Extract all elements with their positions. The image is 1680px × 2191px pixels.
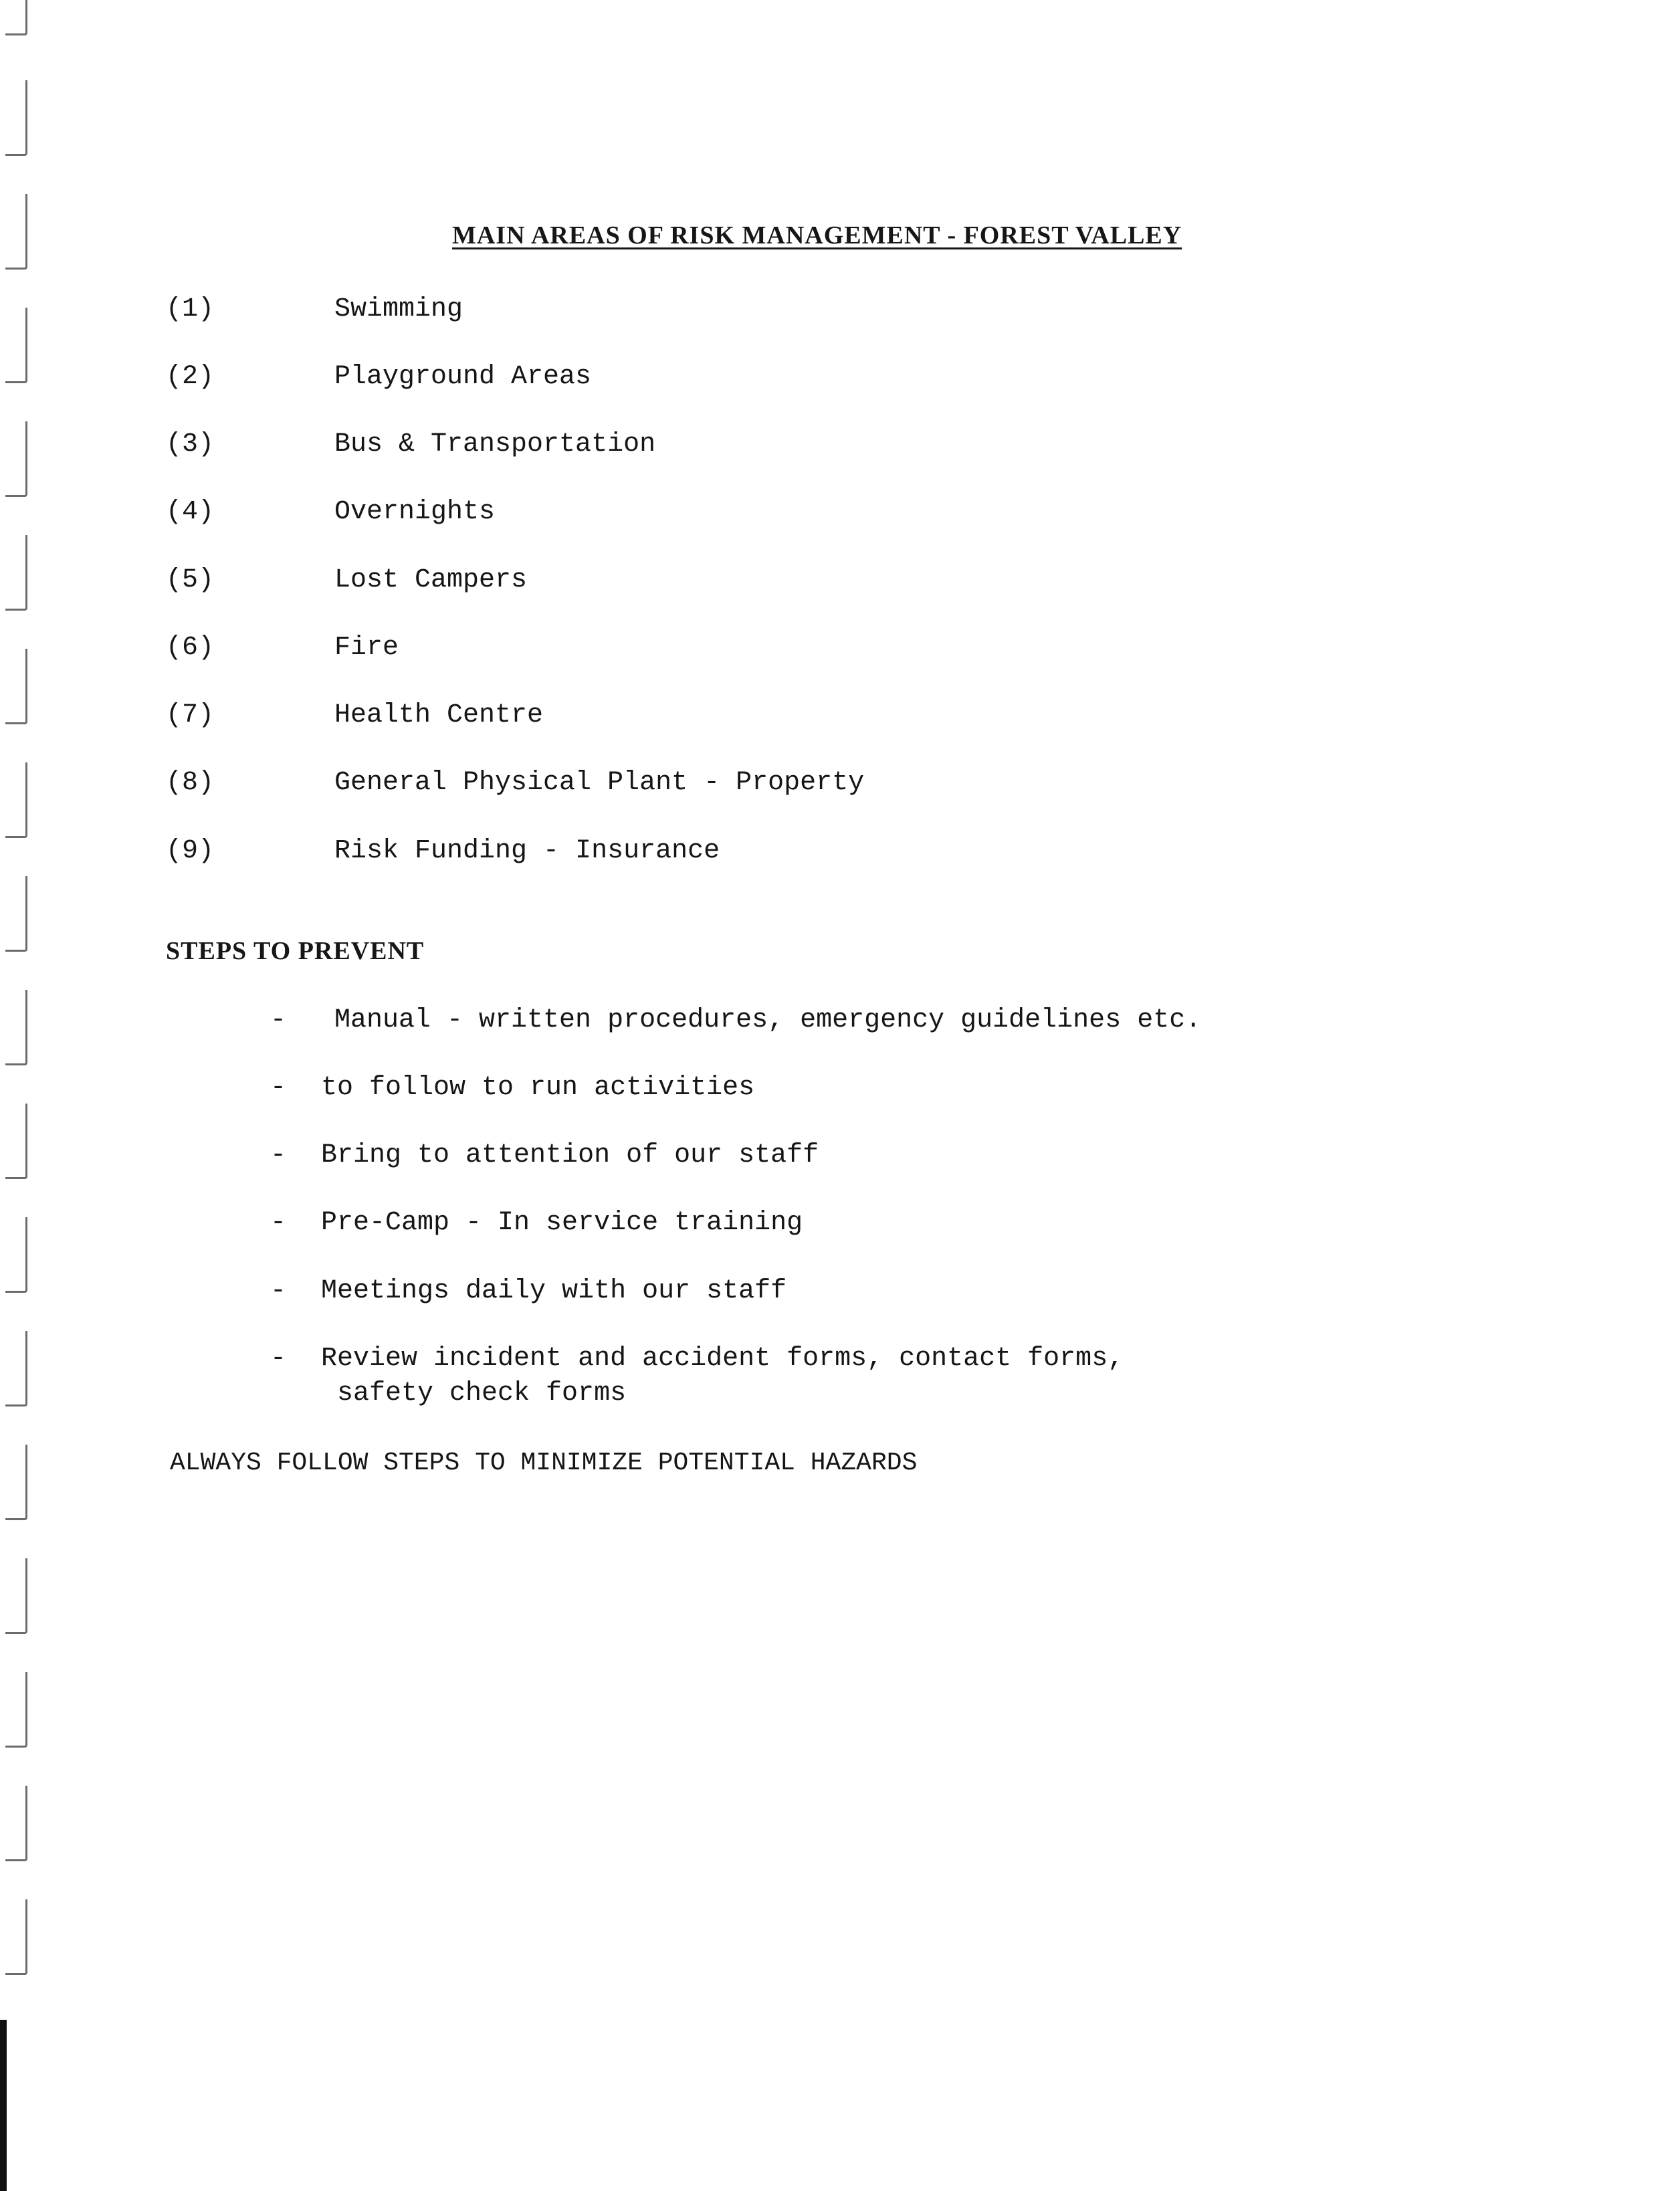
list-label: Lost Campers: [334, 565, 528, 595]
step-text-continuation: safety check forms: [337, 1378, 627, 1408]
binder-hole: [5, 1331, 27, 1406]
binder-hole: [5, 990, 27, 1065]
binder-hole: [5, 1217, 27, 1293]
list-label: General Physical Plant - Property: [334, 768, 865, 798]
step-text: to follow to run activities: [321, 1073, 755, 1103]
binder-hole: [5, 1672, 27, 1748]
binder-hole: [5, 1786, 27, 1861]
bullet-dash: -: [270, 1140, 287, 1170]
list-label: Swimming: [334, 294, 463, 324]
list-number: (6): [166, 633, 215, 663]
step-text: Meetings daily with our staff: [321, 1276, 787, 1306]
page-title: MAIN AREAS OF RISK MANAGEMENT - FOREST VALLEY: [452, 221, 1182, 249]
bullet-dash: -: [270, 1073, 287, 1103]
binder-hole: [5, 1104, 27, 1179]
list-number: (2): [166, 362, 215, 392]
list-number: (5): [166, 565, 215, 595]
section-heading: STEPS TO PREVENT: [166, 937, 425, 965]
binder-hole: [5, 762, 27, 838]
binder-edge: [0, 2020, 7, 2191]
step-text: Manual - written procedures, emergency guidelines etc.: [334, 1005, 1202, 1035]
binder-hole: [5, 1445, 27, 1520]
list-label: Fire: [334, 633, 399, 663]
list-label: Risk Funding - Insurance: [334, 836, 720, 866]
binder-hole: [5, 194, 27, 270]
binder-hole: [5, 535, 27, 611]
binder-hole: [5, 876, 27, 952]
binder-hole: [5, 80, 27, 156]
binder-hole: [5, 1899, 27, 1975]
bullet-dash: -: [270, 1208, 287, 1238]
list-number: (9): [166, 836, 215, 866]
binder-hole: [5, 1558, 27, 1634]
bullet-dash: -: [270, 1276, 287, 1306]
list-label: Bus & Transportation: [334, 429, 656, 459]
list-number: (8): [166, 768, 215, 798]
step-text: Review incident and accident forms, contact forms,: [321, 1344, 1124, 1374]
closing-statement: ALWAYS FOLLOW STEPS TO MINIMIZE POTENTIAL HAZARDS: [170, 1449, 918, 1477]
binder-holes: [0, 0, 33, 2191]
bullet-dash: -: [270, 1005, 287, 1035]
list-label: Overnights: [334, 497, 496, 527]
list-number: (7): [166, 700, 215, 730]
list-number: (3): [166, 429, 215, 459]
list-number: (1): [166, 294, 215, 324]
list-label: Playground Areas: [334, 362, 592, 392]
step-text: Pre-Camp - In service training: [321, 1208, 803, 1238]
step-text: Bring to attention of our staff: [321, 1140, 819, 1170]
binder-hole: [5, 308, 27, 383]
list-label: Health Centre: [334, 700, 544, 730]
binder-hole: [5, 421, 27, 497]
binder-hole: [5, 649, 27, 724]
list-number: (4): [166, 497, 215, 527]
binder-hole: [5, 0, 27, 35]
bullet-dash: -: [270, 1344, 287, 1374]
